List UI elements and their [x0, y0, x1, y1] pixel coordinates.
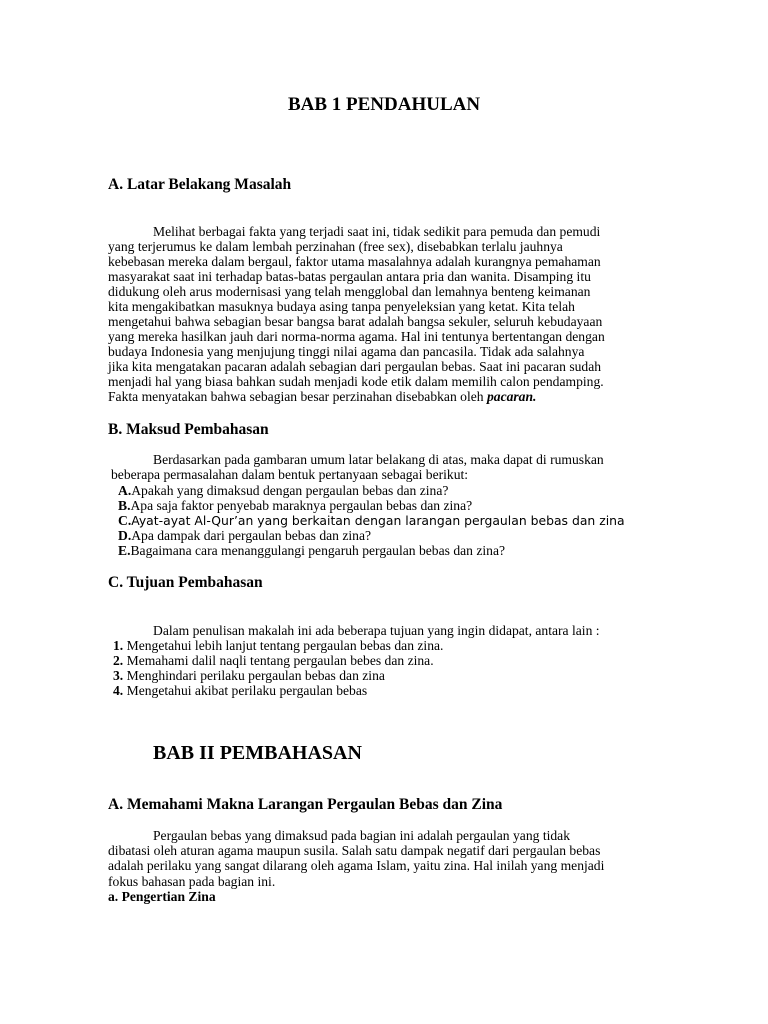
paragraph-line: jika kita mengatakan pacaran adalah sebagian dari pergaulan bebas. Saat ini pacaran sudah [108, 359, 602, 374]
list-item [118, 483, 448, 498]
list-text: Apa saja faktor penyebab maraknya pergaulan bebas dan zina? [130, 498, 473, 513]
sub-subheading: a. Pengertian Zina [108, 889, 216, 904]
chapter-2-title: BAB II PEMBAHASAN [153, 742, 362, 764]
bab2-subheading: A. Memahami Makna Larangan Pergaulan Bebas dan Zina [108, 796, 503, 813]
list-letter: A. [118, 483, 132, 498]
paragraph-line: Berdasarkan pada gambaran umum latar belakang di atas, maka dapat di rumuskan [153, 452, 604, 467]
paragraph-line: dibatasi oleh aturan agama maupun susila. Salah satu dampak negatif dari pergaulan bebas [108, 843, 601, 858]
list-item [118, 513, 625, 528]
section-a-heading: A. Latar Belakang Masalah [108, 176, 292, 193]
list-item [118, 543, 505, 558]
paragraph-line: adalah perilaku yang sangat dilarang oleh agama Islam, yaitu zina. Hal inilah yang menjadi [108, 858, 605, 873]
list-text: Mengetahui akibat perilaku pergaulan bebas [123, 683, 368, 698]
list-number: 1. [113, 638, 124, 653]
paragraph-text: Fakta menyatakan bahwa sebagian besar perzinahan disebabkan oleh [108, 389, 487, 404]
list-letter: D. [118, 528, 132, 543]
chapter-title: BAB 1 PENDAHULAN [287, 94, 481, 115]
list-text: Apa dampak dari pergaulan bebas dan zina? [131, 528, 372, 543]
list-number: 3. [113, 668, 124, 683]
section-b-heading: B. Maksud Pembahasan [108, 421, 269, 438]
paragraph-line: Melihat berbagai fakta yang terjadi saat ini, tidak sedikit para pemuda dan pemudi [153, 224, 601, 239]
paragraph-line: kita mengakibatkan masuknya budaya asing tanpa penyeleksian yang ketat. Kita telah [108, 299, 575, 314]
paragraph-line: yang mereka hasilkan jauh dari norma-norma agama. Hal ini tentunya bertentangan dengan [108, 329, 605, 344]
paragraph-line: mengetahui bahwa sebagian besar bangsa barat adalah bangsa sekuler, seluruh kebudayaan [108, 314, 603, 329]
list-item [118, 498, 472, 513]
paragraph-line: menjadi hal yang biasa bahkan sudah menjadi kode etik dalam memilih calon pendamping. [108, 374, 604, 389]
paragraph-line: Pergaulan bebas yang dimaksud pada bagian ini adalah pergaulan yang tidak [153, 828, 570, 843]
paragraph-line: kebebasan mereka dalam bergaul, faktor utama masalahnya adalah kurangnya pemahaman [108, 254, 601, 269]
paragraph-line: yang terjerumus ke dalam lembah perzinahan (free sex), disebabkan terlalu jauhnya [108, 239, 563, 254]
list-text: Ayat-ayat Al-Qur’an yang berkaitan dengan larangan pergaulan bebas dan zina [131, 513, 625, 528]
list-letter: E. [118, 543, 131, 558]
list-text: Mengetahui lebih lanjut tentang pergaulan bebas dan zina. [123, 638, 444, 653]
list-text: Memahami dalil naqli tentang pergaulan bebes dan zina. [123, 653, 434, 668]
paragraph-line [108, 389, 536, 404]
paragraph-line: Dalam penulisan makalah ini ada beberapa tujuan yang ingin didapat, antara lain : [153, 623, 600, 638]
list-item [113, 683, 367, 698]
paragraph-line: fokus bahasan pada bagian ini. [108, 874, 276, 889]
list-letter: C. [118, 513, 132, 528]
paragraph-line: masyarakat saat ini terhadap batas-batas pergaulan antara pria dan wanita. Disamping itu [108, 269, 591, 284]
list-number: 4. [113, 683, 124, 698]
section-c-heading: C. Tujuan Pembahasan [108, 574, 263, 591]
emphasis-text: pacaran. [486, 389, 537, 404]
list-number: 2. [113, 653, 124, 668]
list-item [113, 653, 434, 668]
list-item [118, 528, 371, 543]
paragraph-line: budaya Indonesia yang menjujung tinggi nilai agama dan pancasila. Tidak ada salahnya [108, 344, 585, 359]
list-text: Apakah yang dimaksud dengan pergaulan bebas dan zina? [131, 483, 449, 498]
paragraph-line: beberapa permasalahan dalam bentuk pertanyaan sebagai berikut: [111, 467, 469, 482]
paragraph-line: didukung oleh arus modernisasi yang telah mengglobal dan lemahnya benteng keimanan [108, 284, 591, 299]
list-text: Menghindari perilaku pergaulan bebas dan zina [123, 668, 385, 683]
list-text: Bagaimana cara menanggulangi pengaruh pergaulan bebas dan zina? [130, 543, 506, 558]
list-letter: B. [118, 498, 131, 513]
list-item [113, 668, 385, 683]
list-item [113, 638, 443, 653]
